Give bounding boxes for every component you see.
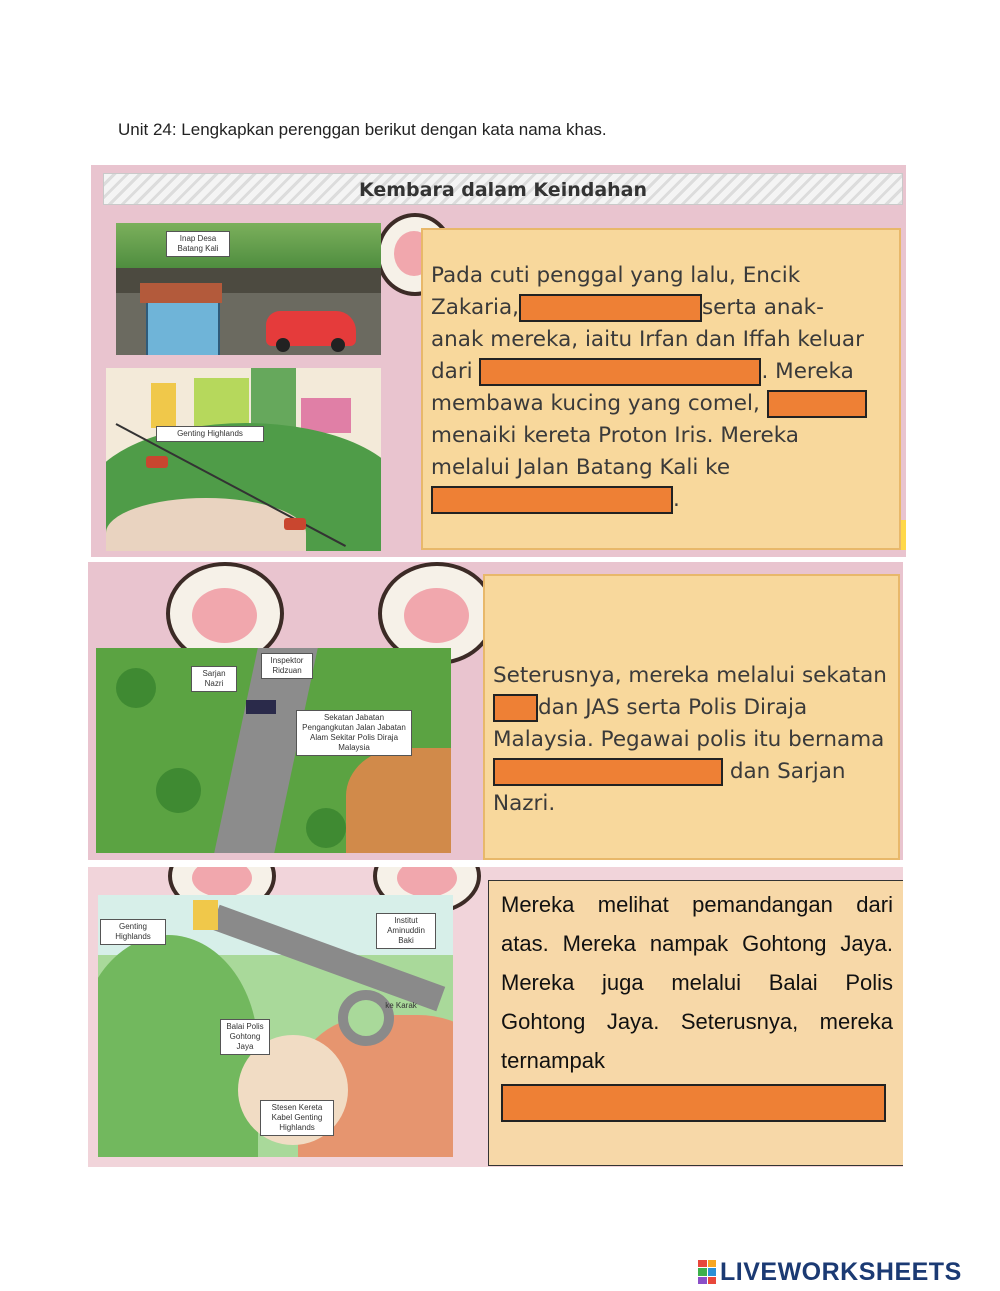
blank-input-1[interactable]: [519, 294, 702, 322]
balai-label: Balai Polis Gohtong Jaya: [220, 1019, 270, 1055]
title-bar: [103, 173, 903, 205]
panel-title: Kembara dalam Keindahan: [358, 179, 648, 201]
liveworksheets-logo-icon: [698, 1260, 716, 1284]
paragraph-1-text-e: .: [673, 487, 680, 512]
genting-label: Genting Highlands: [156, 426, 264, 442]
blank-input-5[interactable]: [493, 694, 538, 722]
blank-input-4[interactable]: [431, 486, 673, 514]
inspektor-label: Inspektor Ridzuan: [261, 653, 313, 679]
paragraph-1-text-d: menaiki kereta Proton Iris. Mereka melalui Jalan Batang Kali ke: [431, 423, 799, 480]
paragraph-1: [421, 228, 901, 550]
karak-label: ke Karak: [385, 1001, 417, 1010]
blank-input-2[interactable]: [479, 358, 761, 386]
genting-scene-image: [106, 368, 381, 551]
institut-label: Institut Aminuddin Baki: [376, 913, 436, 949]
paragraph-2: [483, 574, 900, 860]
paragraph-2-text-b: dan JAS serta Polis Diraja Malaysia. Pegawai polis itu bernama: [493, 695, 885, 752]
paragraph-2-text-c: dan Sarjan Nazri.: [493, 759, 846, 816]
brand-name: LIVEWORKSHEETS: [720, 1257, 962, 1286]
sarjan-label: Sarjan Nazri: [191, 666, 237, 692]
liveworksheets-logo: [698, 1258, 962, 1286]
sekatan-label: Sekatan Jabatan Pengangkutan Jalan Jabatan Alam Sekitar Polis Diraja Malaysia: [296, 710, 412, 756]
paragraph-3: [488, 880, 903, 1166]
inn-label: Inap Desa Batang Kali: [166, 231, 230, 257]
blank-input-3[interactable]: [767, 390, 867, 418]
panel-2: [88, 562, 903, 860]
genting-label: Genting Highlands: [100, 919, 166, 945]
blank-input-6[interactable]: [493, 758, 723, 786]
paragraph-1-text-c: . Mereka membawa kucing yang comel,: [431, 359, 854, 416]
paragraph-1-text-a: Pada cuti penggal yang lalu, Encik Zakaria,: [431, 263, 801, 320]
roadblock-scene-image: [96, 648, 451, 853]
instruction-text: Unit 24: Lengkapkan perenggan berikut dengan kata nama khas.: [118, 120, 607, 139]
inn-scene-image: [116, 223, 381, 355]
panel-1: [91, 165, 906, 557]
stesen-label: Stesen Kereta Kabel Genting Highlands: [260, 1100, 334, 1136]
paragraph-1-text-b: serta anak-anak mereka, iaitu Irfan dan Iffah keluar dari: [431, 295, 864, 384]
gohtong-jaya-map-image: [98, 895, 453, 1157]
paragraph-2-text-a: Seterusnya, mereka melalui sekatan: [493, 663, 887, 688]
blank-input-7[interactable]: [501, 1084, 886, 1122]
panel-3: [88, 867, 903, 1167]
paragraph-3-text-a: Mereka melihat pemandangan dari atas. Mereka nampak Gohtong Jaya. Mereka juga melalui Balai Polis Gohtong Jaya. Seterusnya, mereka ternampak: [501, 892, 893, 1073]
